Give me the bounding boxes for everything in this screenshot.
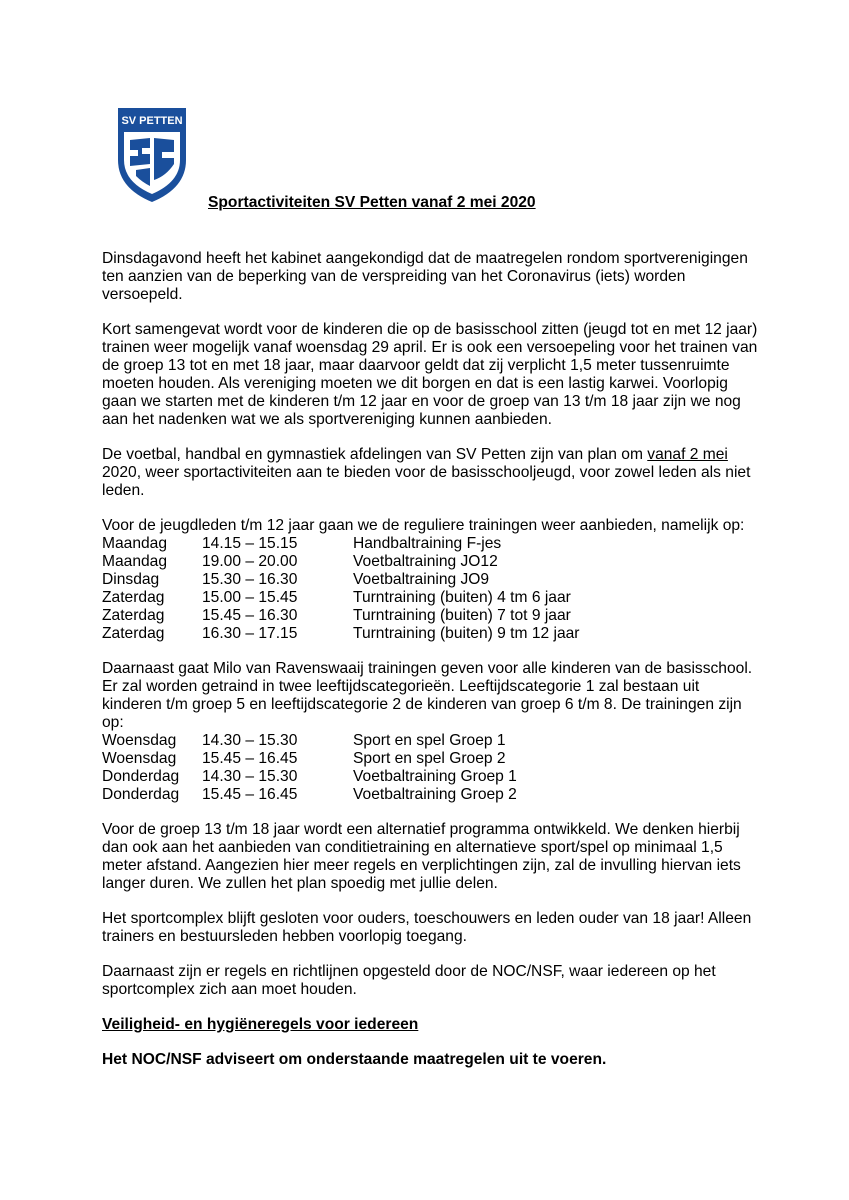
- schedule-row: [102, 535, 580, 553]
- page-title: Sportactiviteiten SV Petten vanaf 2 mei 2020: [208, 194, 536, 211]
- document-body: [102, 250, 762, 1086]
- access-paragraph: Het sportcomplex blijft gesloten voor ouders, toeschouwers en leden ouder van 18 jaar! Alleen trainers en bestuursleden hebben voorlopig toegang.: [102, 910, 752, 945]
- schedule2-intro: Daarnaast gaat Milo van Ravenswaaij trainingen geven voor alle kinderen van de basisschool. Er zal worden getraind in twee leeftijdscategorieën. Leeftijdscategorie 1 zal bestaan uit kinderen t/m groep 5 en leeftijdscategorie 2 de kinderen van groep 6 t/m 8. De trainingen zijn op:: [102, 660, 753, 731]
- schedule-day: Donderdag: [102, 768, 180, 785]
- schedule-time: 15.45 – 16.45: [202, 750, 298, 767]
- plan-text-start: De voetbal, handbal en gymnastiek afdelingen van SV Petten zijn van plan om: [102, 446, 648, 463]
- schedule-activity: Turntraining (buiten) 4 tm 6 jaar: [353, 589, 571, 606]
- schedule-day: Maandag: [102, 535, 168, 552]
- schedule-row: [102, 571, 580, 589]
- schedule-activity: Turntraining (buiten) 7 tot 9 jaar: [353, 607, 571, 624]
- schedule-time: 14.30 – 15.30: [202, 732, 298, 749]
- intro-paragraph: Dinsdagavond heeft het kabinet aangekondigd dat de maatregelen rondom sportverenigingen ten aanzien van de beperking van de verspreiding van het Coronavirus (iets) worden versoepeld.: [102, 250, 748, 303]
- youth-training-schedule: [102, 535, 580, 643]
- schedule-day: Zaterdag: [102, 607, 165, 624]
- schedule-activity: Handbaltraining F-jes: [353, 535, 502, 552]
- schedule-day: Zaterdag: [102, 589, 165, 606]
- schedule-row: [102, 589, 580, 607]
- schedule-time: 14.30 – 15.30: [202, 768, 298, 785]
- schedule1-intro: Voor de jeugdleden t/m 12 jaar gaan we de reguliere trainingen weer aanbieden, namelijk op:: [102, 517, 745, 534]
- schedule-activity: Voetbaltraining Groep 1: [353, 768, 517, 785]
- schedule-time: 19.00 – 20.00: [202, 553, 298, 570]
- schedule-activity: Voetbaltraining JO12: [353, 553, 498, 570]
- schedule-activity: Sport en spel Groep 2: [353, 750, 506, 767]
- plan-text-end: 2020, weer sportactiviteiten aan te bieden voor de basisschooljeugd, voor zowel leden als niet leden.: [102, 464, 751, 499]
- schedule-activity: Sport en spel Groep 1: [353, 732, 506, 749]
- schedule-row: [102, 732, 517, 750]
- plan-paragraph: [102, 446, 762, 500]
- schedule-time: 15.00 – 15.45: [202, 589, 298, 606]
- schedule-activity: Voetbaltraining JO9: [353, 571, 490, 588]
- schedule-day: Dinsdag: [102, 571, 160, 588]
- milo-training-schedule: [102, 732, 517, 804]
- schedule-day: Zaterdag: [102, 625, 165, 642]
- schedule-day: Maandag: [102, 553, 168, 570]
- schedule-activity: Turntraining (buiten) 9 tm 12 jaar: [353, 625, 580, 642]
- schedule-row: [102, 553, 580, 571]
- schedule-row: [102, 607, 580, 625]
- older-group-paragraph: Voor de groep 13 t/m 18 jaar wordt een alternatief programma ontwikkeld. We denken hierbij dan ook aan het aanbieden van conditietraining en alternatieve sport/spel op minimaal 1,5 meter afstand. Aangezien hier meer regels en verplichtingen zijn, zal de invulling hiervan iets langer duren. We zullen het plan spoedig met jullie delen.: [102, 821, 741, 892]
- schedule-time: 15.45 – 16.30: [202, 607, 298, 624]
- rules-paragraph: Daarnaast zijn er regels en richtlijnen opgesteld door de NOC/NSF, waar iedereen op het sportcomplex zich aan moet houden.: [102, 963, 716, 998]
- schedule-day: Donderdag: [102, 786, 180, 803]
- schedule-day: Woensdag: [102, 750, 177, 767]
- schedule-row: [102, 625, 580, 643]
- schedule-activity: Voetbaltraining Groep 2: [353, 786, 517, 803]
- logo-text: SV PETTEN: [121, 115, 183, 127]
- schedule-row: [102, 768, 517, 786]
- schedule-day: Woensdag: [102, 732, 177, 749]
- schedule-row: [102, 750, 517, 768]
- safety-subheading: Het NOC/NSF adviseert om onderstaande maatregelen uit te voeren.: [102, 1051, 607, 1068]
- schedule-time: 15.30 – 16.30: [202, 571, 298, 588]
- sv-petten-logo: [106, 102, 198, 206]
- plan-date-underlined: vanaf 2 mei: [647, 446, 728, 463]
- schedule-time: 14.15 – 15.15: [202, 535, 298, 552]
- schedule-row: [102, 786, 517, 804]
- schedule-time: 15.45 – 16.45: [202, 786, 298, 803]
- summary-paragraph: Kort samengevat wordt voor de kinderen die op de basisschool zitten (jeugd tot en met 12 jaar) trainen weer mogelijk vanaf woensdag 29 april. Er is ook een versoepeling voor het trainen van de groep 13 tot en met 18 jaar, maar daarvoor geldt dat zij verplicht 1,5 meter tussenruimte moeten houden. Als vereniging moeten we dit borgen en dat is een lastig karwei. Voorlopig gaan we starten met de kinderen t/m 12 jaar en voor de groep van 13 t/m 18 jaar zijn we nog aan het nadenken wat we als sportvereniging kunnen aanbieden.: [102, 321, 758, 428]
- safety-heading: Veiligheid- en hygiëneregels voor iedereen: [102, 1016, 419, 1033]
- schedule-time: 16.30 – 17.15: [202, 625, 298, 642]
